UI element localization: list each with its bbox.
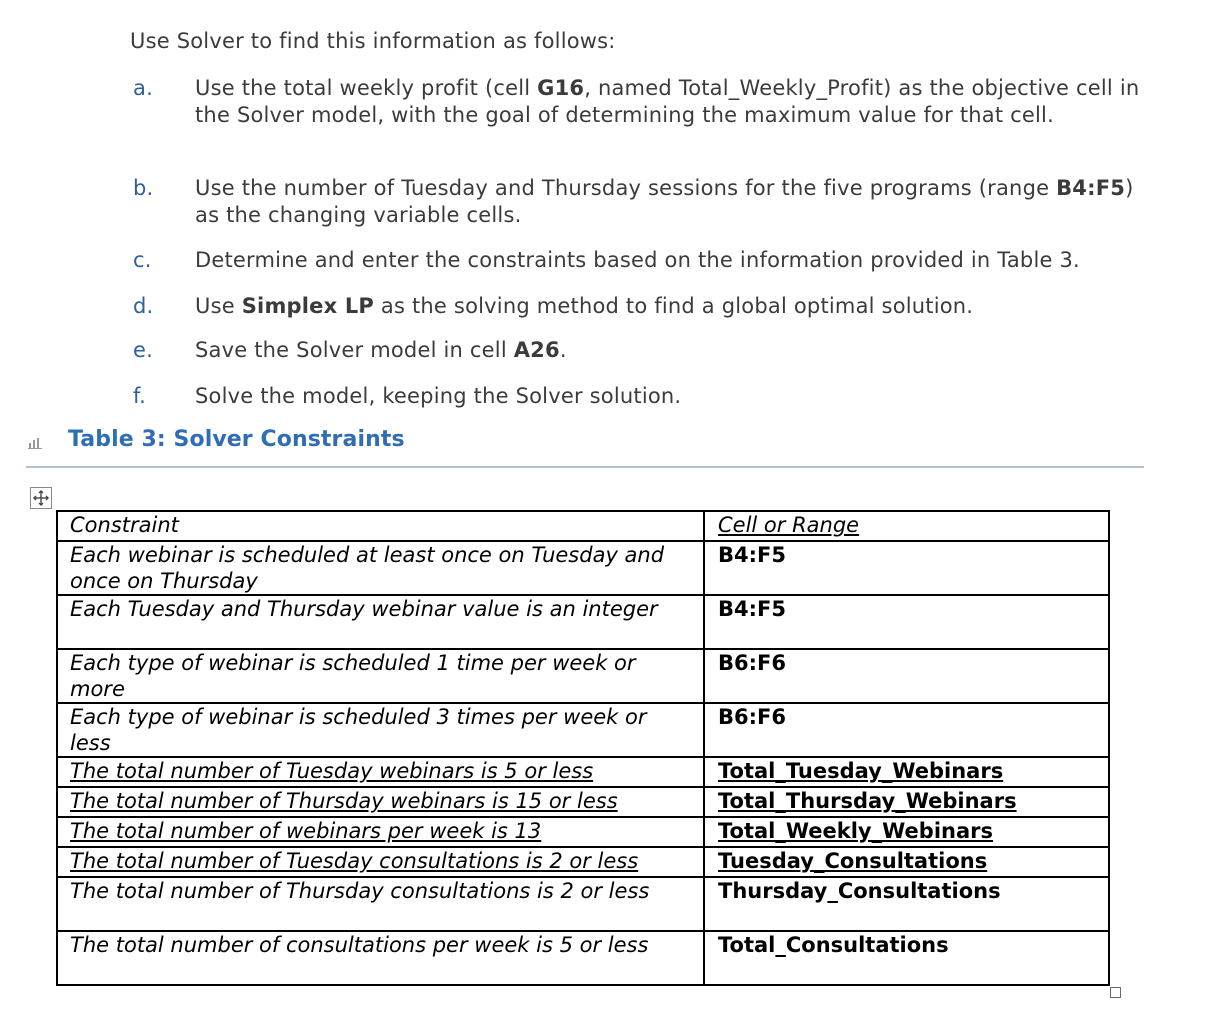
list-letter: f. <box>133 384 146 408</box>
header-cell-or-range: Cell or Range <box>704 511 1109 541</box>
range-cell: Thursday_Consultations <box>704 877 1109 931</box>
constraint-cell: Each type of webinar is scheduled 1 time per week or more <box>57 649 704 703</box>
table-row <box>57 817 1109 847</box>
table-row <box>57 649 1109 703</box>
table-move-handle-icon[interactable] <box>30 487 52 509</box>
list-text: Use Simplex LP as the solving method to find a global optimal solution. <box>195 294 974 318</box>
table-row <box>57 757 1109 787</box>
table-resize-handle-icon[interactable] <box>1110 987 1121 998</box>
list-letter: d. <box>133 294 154 318</box>
list-letter: e. <box>133 338 153 362</box>
paragraph-anchor-icon[interactable] <box>28 437 42 449</box>
constraint-cell: The total number of Thursday webinars is 15 or less <box>57 787 704 817</box>
list-text: Use the number of Tuesday and Thursday sessions for the five programs (range B4:F5) as the changing variable cells. <box>195 176 1134 227</box>
table-row <box>57 931 1109 985</box>
list-letter: b. <box>133 176 154 200</box>
constraint-cell: The total number of consultations per week is 5 or less <box>57 931 704 985</box>
table-title: Table 3: Solver Constraints <box>68 427 405 452</box>
list-letter: a. <box>133 76 153 100</box>
range-cell: B6:F6 <box>704 649 1109 703</box>
table-row <box>57 703 1109 757</box>
table-header-row <box>57 511 1109 541</box>
range-cell: Total_Thursday_Webinars <box>704 787 1109 817</box>
table-row <box>57 847 1109 877</box>
range-cell: Total_Weekly_Webinars <box>704 817 1109 847</box>
constraint-cell: Each type of webinar is scheduled 3 times per week or less <box>57 703 704 757</box>
range-cell: B4:F5 <box>704 541 1109 595</box>
table-row <box>57 595 1109 649</box>
constraint-cell: Each Tuesday and Thursday webinar value is an integer <box>57 595 704 649</box>
constraint-cell: The total number of Thursday consultations is 2 or less <box>57 877 704 931</box>
header-constraint: Constraint <box>57 511 704 541</box>
range-cell: Total_Tuesday_Webinars <box>704 757 1109 787</box>
constraint-cell: The total number of Tuesday consultations is 2 or less <box>57 847 704 877</box>
constraint-cell: Each webinar is scheduled at least once on Tuesday and once on Thursday <box>57 541 704 595</box>
range-cell: Total_Consultations <box>704 931 1109 985</box>
range-cell: Tuesday_Consultations <box>704 847 1109 877</box>
table-row <box>57 541 1109 595</box>
list-text: Solve the model, keeping the Solver solution. <box>195 384 682 408</box>
constraint-cell: The total number of Tuesday webinars is 5 or less <box>57 757 704 787</box>
range-cell: B6:F6 <box>704 703 1109 757</box>
range-cell: B4:F5 <box>704 595 1109 649</box>
list-letter: c. <box>133 248 152 272</box>
table-row <box>57 787 1109 817</box>
list-text: Use the total weekly profit (cell G16, named Total_Weekly_Profit) as the objective cell in the Solver model, with the goal of determining the maximum value for that cell. <box>195 76 1140 127</box>
list-text: Determine and enter the constraints based on the information provided in Table 3. <box>195 248 1080 272</box>
constraint-cell: The total number of webinars per week is 13 <box>57 817 704 847</box>
list-text: Save the Solver model in cell A26. <box>195 338 567 362</box>
heading-divider <box>26 466 1144 468</box>
table-row <box>57 877 1109 931</box>
solver-constraints-table <box>56 510 1110 986</box>
intro-text: Use Solver to find this information as follows: <box>130 29 616 53</box>
